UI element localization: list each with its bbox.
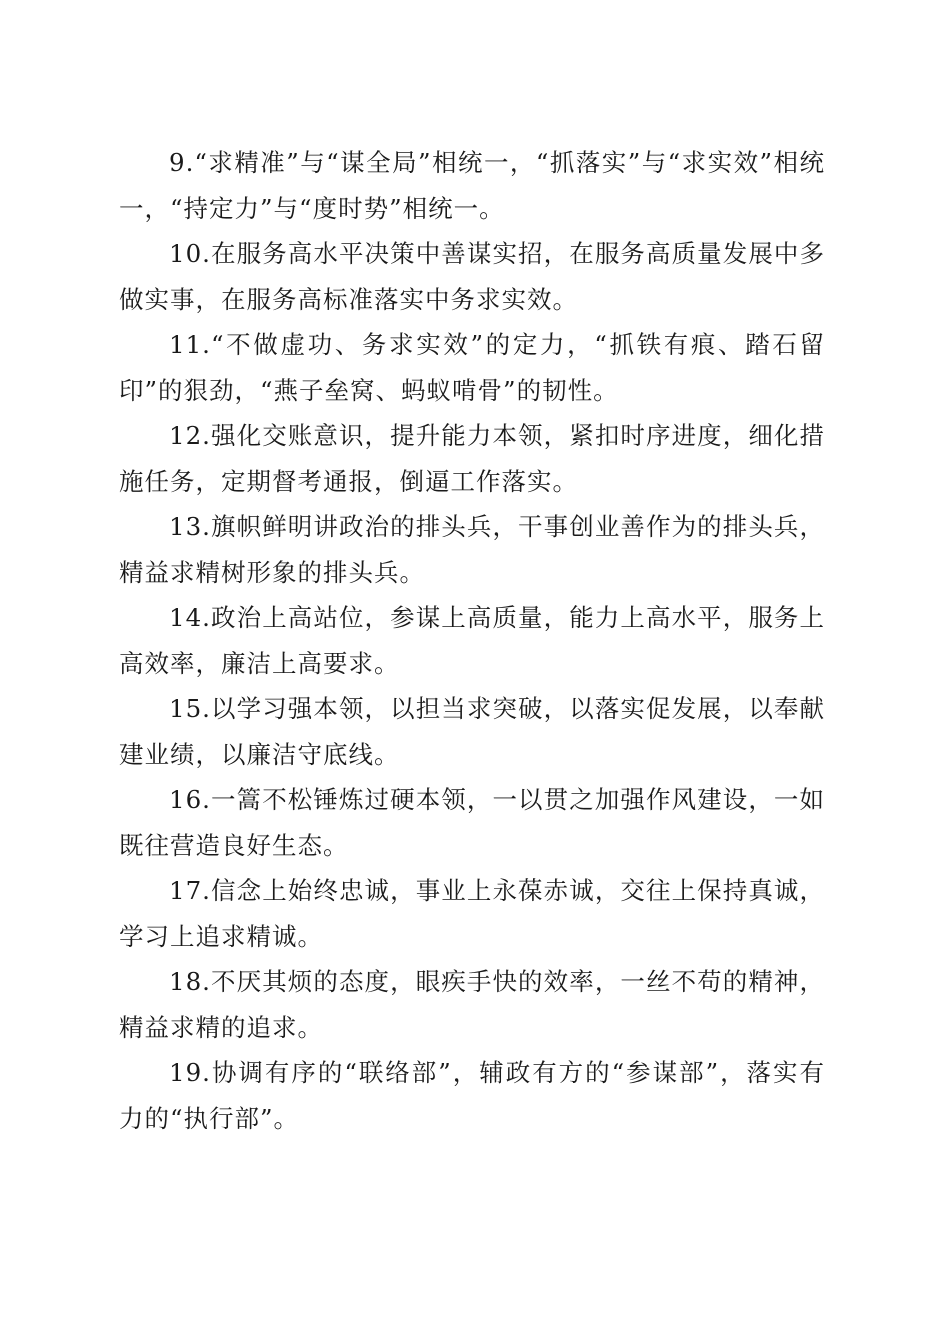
document-body: [119, 140, 825, 1141]
list-item: 16.一篙不松锤炼过硬本领，一以贯之加强作风建设，一如既往营造良好生态。: [119, 785, 825, 860]
list-item: 15.以学习强本领，以担当求突破，以落实促发展，以奉献建业绩，以廉洁守底线。: [119, 694, 825, 769]
list-item: 17.信念上始终忠诚，事业上永葆赤诚，交往上保持真诚，学习上追求精诚。: [119, 876, 825, 951]
list-item: 9.“求精准”与“谋全局”相统一，“抓落实”与“求实效”相统一，“持定力”与“度时势”相统一。: [119, 148, 825, 223]
list-item: 19.协调有序的“联络部”，辅政有方的“参谋部”，落实有力的“执行部”。: [119, 1058, 825, 1133]
list-item: 12.强化交账意识，提升能力本领，紧扣时序进度，细化措施任务，定期督考通报，倒逼工作落实。: [119, 421, 825, 496]
list-item: 14.政治上高站位，参谋上高质量，能力上高水平，服务上高效率，廉洁上高要求。: [119, 603, 825, 678]
list-item: 11.“不做虚功、务求实效”的定力，“抓铁有痕、踏石留印”的狠劲，“燕子垒窝、蚂蚁啃骨”的韧性。: [119, 330, 825, 405]
list-item: 18.不厌其烦的态度，眼疾手快的效率，一丝不苟的精神，精益求精的追求。: [119, 967, 825, 1042]
list-item: 13.旗帜鲜明讲政治的排头兵，干事创业善作为的排头兵，精益求精树形象的排头兵。: [119, 512, 825, 587]
list-item: 10.在服务高水平决策中善谋实招，在服务高质量发展中多做实事，在服务高标准落实中务求实效。: [119, 239, 825, 314]
